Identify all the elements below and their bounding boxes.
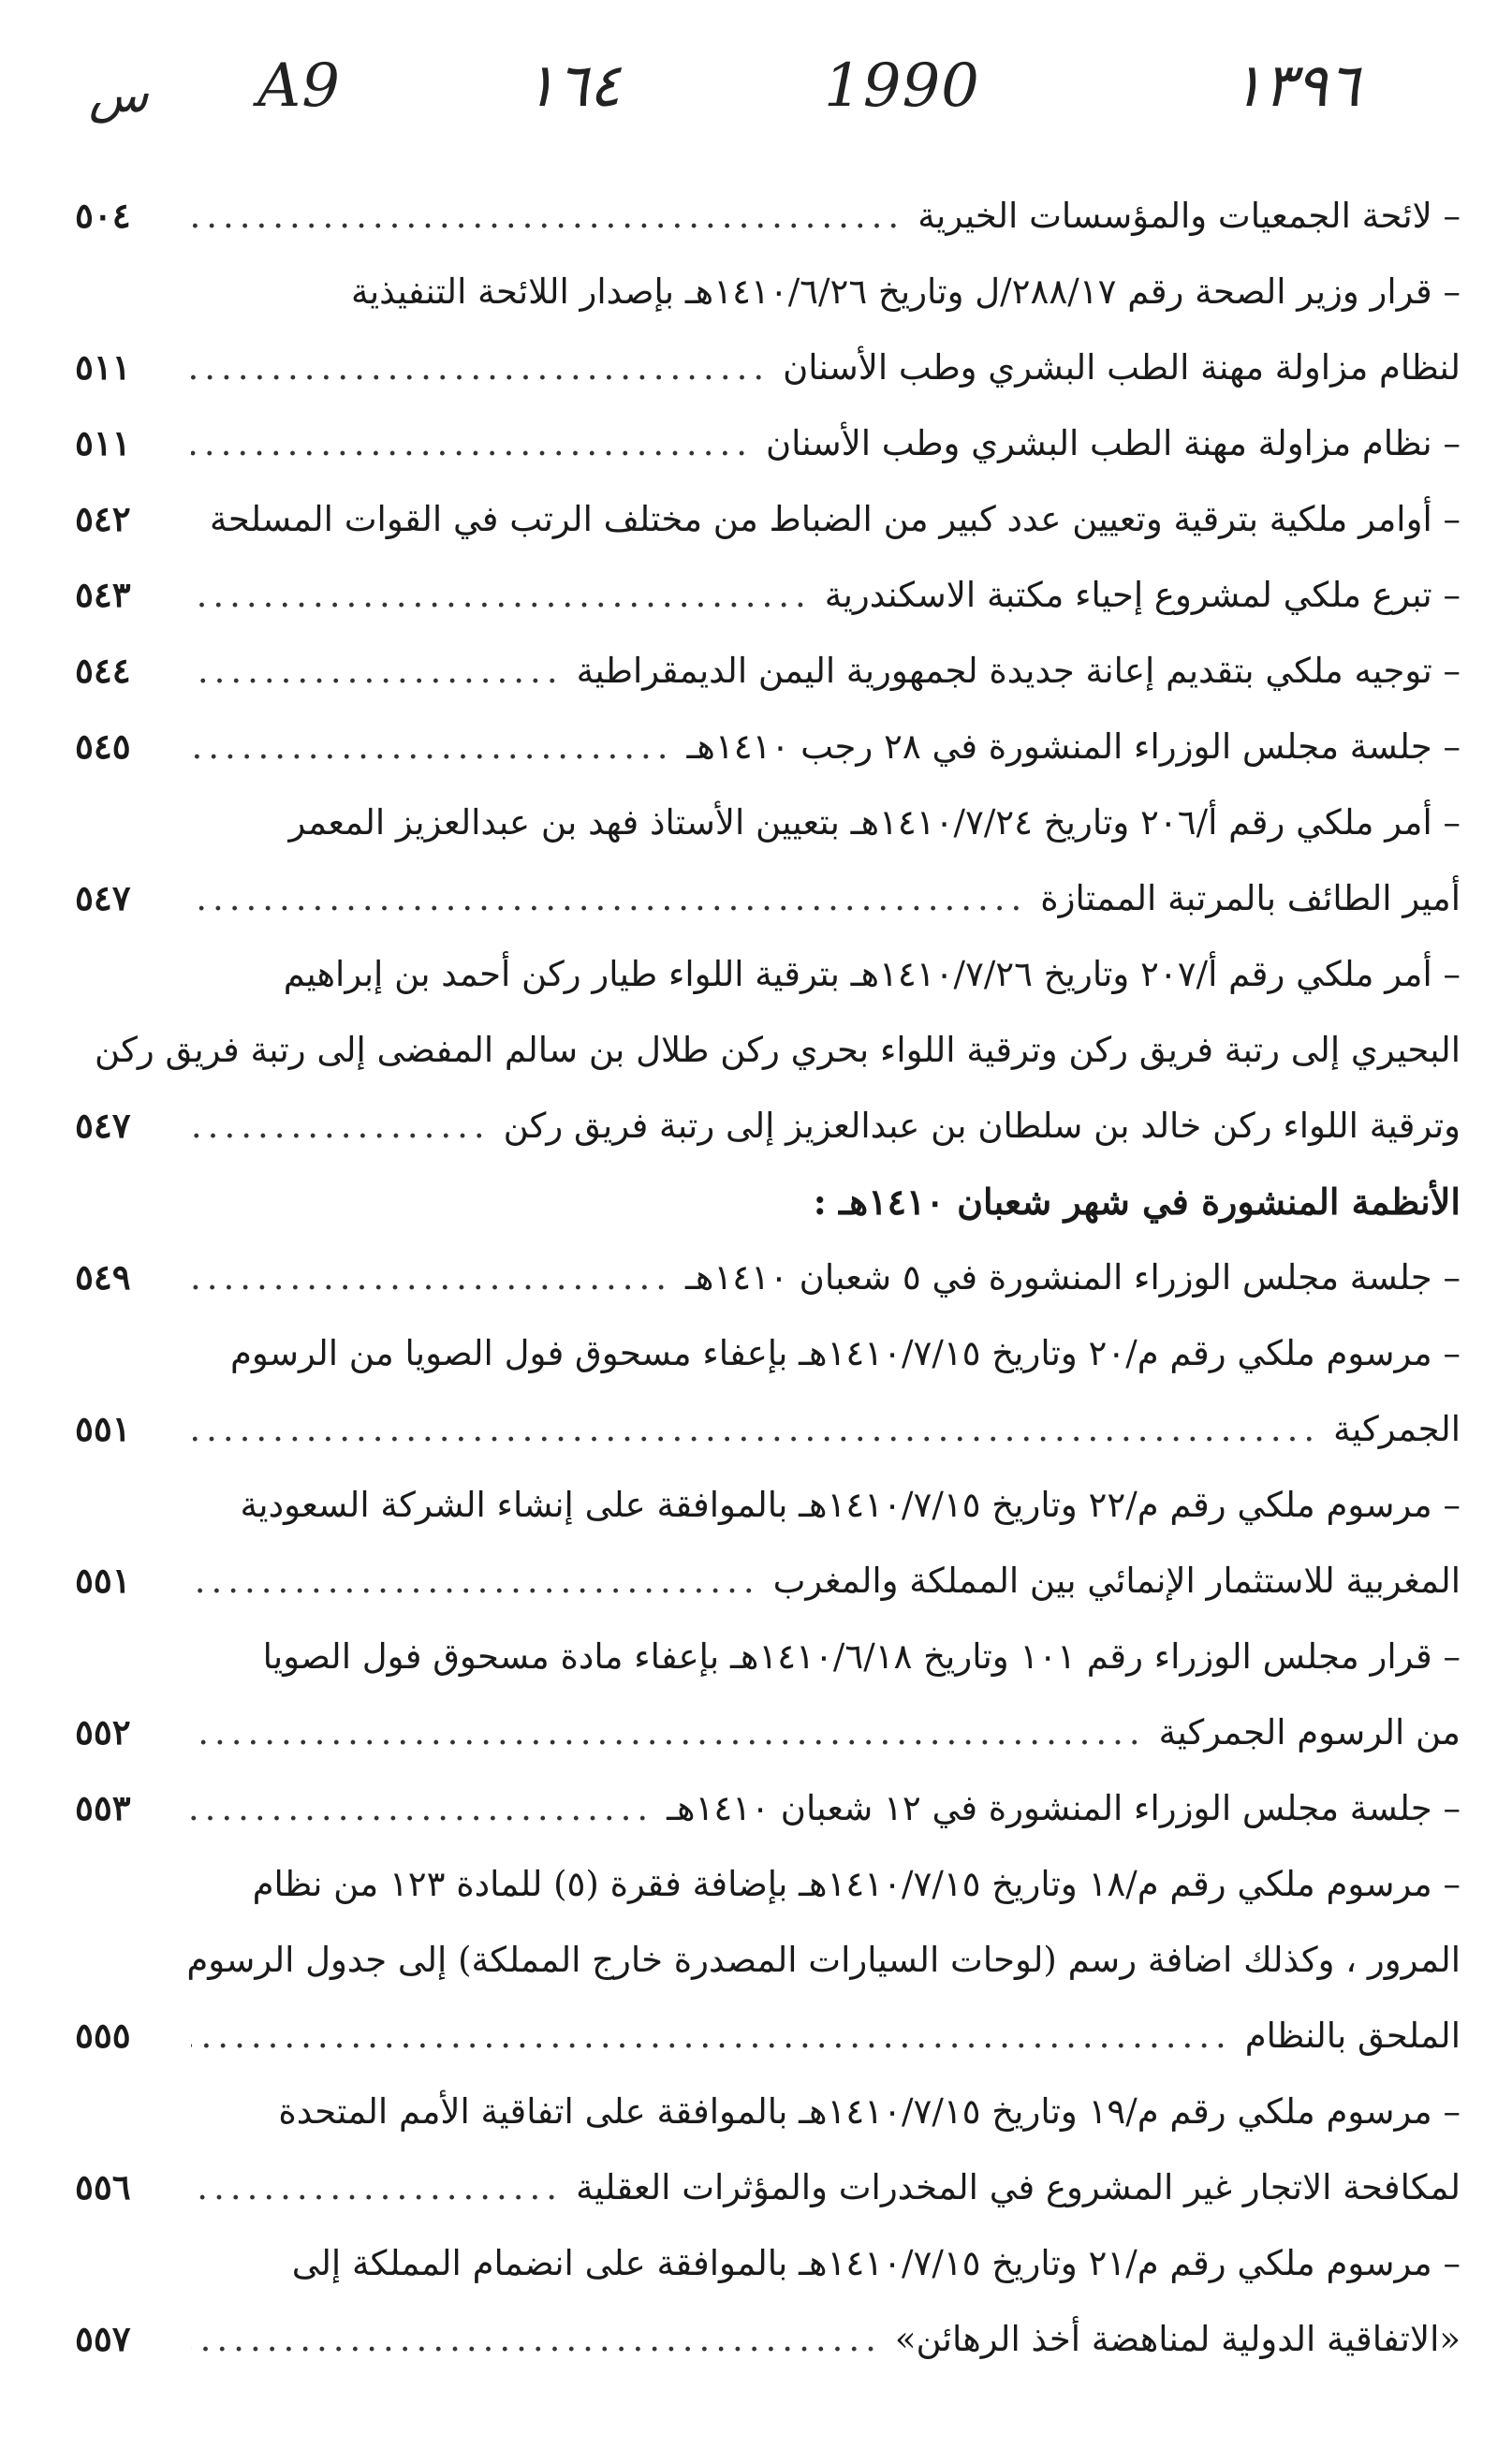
page-number: ٥٤٧ [75,1105,131,1146]
dot-leader [191,405,753,481]
toc-row [75,936,1461,1012]
dot-leader [191,1088,491,1164]
dot-leader [191,1543,760,1619]
dot-leader [191,1998,1232,2074]
toc-row [75,2301,1461,2377]
toc-row [75,1543,1461,1619]
dot-leader [191,860,1027,936]
toc-row [75,1088,1461,1164]
handwritten-note-code: A9 [257,51,341,121]
page-number: ٥٤٧ [75,877,131,918]
handwritten-note-year: 1990 [824,51,980,121]
toc-entry-text: الملحق بالنظام [1244,2016,1461,2056]
toc-row [75,254,1461,330]
toc-entry-text: وترقية اللواء ركن خالد بن سلطان بن عبدالعزيز إلى رتبة فريق ركن [503,1106,1461,1146]
toc-entry-text: – أمر ملكي رقم أ/٢٠٧ وتاريخ ١٤١٠/٧/٢٦هـ بترقية اللواء طيار ركن أحمد بن إبراهيم [283,954,1461,994]
toc-row [75,1694,1461,1770]
toc-entry-text: – جلسة مجلس الوزراء المنشورة في ٢٨ رجب ١٤١٠هـ [686,726,1461,767]
toc-row [75,1315,1461,1391]
page-number: ٥٥٦ [75,2166,131,2207]
toc-row [75,633,1461,709]
toc-entry-text: – نظام مزاولة مهنة الطب البشري وطب الأسنان [765,423,1461,463]
toc-entry-text: أمير الطائف بالمرتبة الممتازة [1040,878,1461,918]
toc-entry-text: – جلسة مجلس الوزراء المنشورة في ٥ شعبان ١٤١٠هـ [685,1257,1461,1298]
page-number: ٥٥٥ [75,2015,131,2056]
toc-row [75,481,1461,557]
toc-row [75,1012,1461,1088]
section-heading [75,1164,1461,1239]
page-number: ٥٥١ [75,1560,131,1601]
toc-row [75,1391,1461,1467]
toc-row [75,1998,1461,2074]
toc-row [75,785,1461,860]
toc-entry-text: لمكافحة الاتجار غير المشروع في المخدرات والمؤثرات العقلية [576,2167,1461,2207]
toc-entry-text: – أوامر ملكية بترقية وتعيين عدد كبير من الضباط من مختلف الرتب في القوات المسلحة [210,499,1461,539]
toc-row [75,330,1461,405]
toc-entry-text: – تبرع ملكي لمشروع إحياء مكتبة الاسكندرية [824,575,1461,615]
toc-row [75,2149,1461,2225]
page-number: ٥٤٢ [75,498,131,539]
dot-leader [191,178,904,254]
toc-entry-text: الجمركية [1333,1409,1461,1449]
toc-row [75,709,1461,785]
toc-entry-text: المرور ، وكذلك اضافة رسم (لوحات السيارات المصدرة خارج المملكة) إلى جدول الرسوم [186,1940,1461,1980]
dot-leader [191,557,812,633]
toc-entry-text: الأنظمة المنشورة في شهر شعبان ١٤١٠هـ : [813,1181,1461,1223]
toc-entry-text: – جلسة مجلس الوزراء المنشورة في ١٢ شعبان ١٤١٠هـ [667,1788,1461,1828]
page-number: ٥٤٥ [75,726,131,767]
toc-row [75,557,1461,633]
page-number: ٥٥٢ [75,1711,131,1752]
toc-row [75,2074,1461,2149]
page-number: ٥٠٤ [75,195,131,236]
toc-row [75,1846,1461,1922]
dot-leader [191,2301,882,2377]
handwritten-note-sin: س [89,67,149,124]
toc-entry-text: – مرسوم ملكي رقم م/١٨ وتاريخ ١٤١٠/٧/١٥هـ بإضافة فقرة (٥) للمادة ١٢٣ من نظام [252,1864,1461,1904]
dot-leader [191,1239,672,1315]
toc-entry-text: – أمر ملكي رقم أ/٢٠٦ وتاريخ ١٤١٠/٧/٢٤هـ بتعيين الأستاذ فهد بن عبدالعزيز المعمر [288,802,1461,843]
dot-leader [191,633,564,709]
page-number: ٥٤٤ [75,650,131,691]
toc-entry-text: البحيري إلى رتبة فريق ركن وترقية اللواء بحري ركن طلال بن سالم المفضى إلى رتبة فريق ركن [95,1030,1461,1070]
toc-entry-text: – توجيه ملكي بتقديم إعانة جديدة لجمهورية اليمن الديمقراطية [576,651,1461,691]
toc-row [75,1467,1461,1543]
dot-leader [191,2149,563,2225]
toc-row [75,1239,1461,1315]
toc-entry-text: – مرسوم ملكي رقم م/٢٢ وتاريخ ١٤١٠/٧/١٥هـ بالموافقة على إنشاء الشركة السعودية [240,1485,1461,1525]
toc-row [75,860,1461,936]
dot-leader [191,709,674,785]
page-number: ٥١١ [75,422,131,463]
page-number: ٥٥١ [75,1408,131,1449]
handwritten-note-number: ١٣٩٦ [1231,51,1360,121]
toc-entry-text: – مرسوم ملكي رقم م/٢٠ وتاريخ ١٤١٠/٧/١٥هـ بإعفاء مسحوق فول الصويا من الرسوم [230,1333,1461,1373]
dot-leader [191,1770,653,1846]
dot-leader [191,1391,1320,1467]
toc-entry-text: من الرسوم الجمركية [1158,1712,1461,1752]
handwritten-note-volume: ١٦٤ [524,51,622,121]
toc-entry-text: لنظام مزاولة مهنة الطب البشري وطب الأسنان [783,347,1461,388]
toc-entry-text: – مرسوم ملكي رقم م/٢١ وتاريخ ١٤١٠/٧/١٥هـ بالموافقة على انضمام المملكة إلى [291,2243,1461,2283]
toc-row [75,1619,1461,1694]
toc-entry-text: – لائحة الجمعيات والمؤسسات الخيرية [917,196,1461,236]
toc-entry-text: – مرسوم ملكي رقم م/١٩ وتاريخ ١٤١٠/٧/١٥هـ بالموافقة على اتفاقية الأمم المتحدة [278,2091,1461,2132]
page-number: ٥٥٧ [75,2318,131,2359]
page-number: ٥١١ [75,346,131,388]
toc-row [75,178,1461,254]
toc-entry-text: – قرار مجلس الوزراء رقم ١٠١ وتاريخ ١٤١٠/٦/١٨هـ بإعفاء مادة مسحوق فول الصويا [262,1636,1461,1677]
toc-entry-text: «الاتفاقية الدولية لمناهضة أخذ الرهائن» [894,2319,1461,2359]
page-number: ٥٥٣ [75,1787,131,1828]
toc-row [75,2225,1461,2301]
table-of-contents [75,178,1461,2377]
page-number: ٥٤٣ [75,574,131,615]
dot-leader [191,1694,1146,1770]
toc-row [75,405,1461,481]
dot-leader [191,481,197,557]
toc-row [75,1922,1461,1998]
toc-entry-text: – قرار وزير الصحة رقم ٢٨٨/١٧/ل وتاريخ ١٤١٠/٦/٢٦هـ بإصدار اللائحة التنفيذية [351,271,1461,312]
dot-leader [191,330,770,405]
toc-entry-text: المغربية للاستثمار الإنمائي بين المملكة والمغرب [772,1561,1461,1601]
toc-row [75,1770,1461,1846]
page-number: ٥٤٩ [75,1256,131,1298]
